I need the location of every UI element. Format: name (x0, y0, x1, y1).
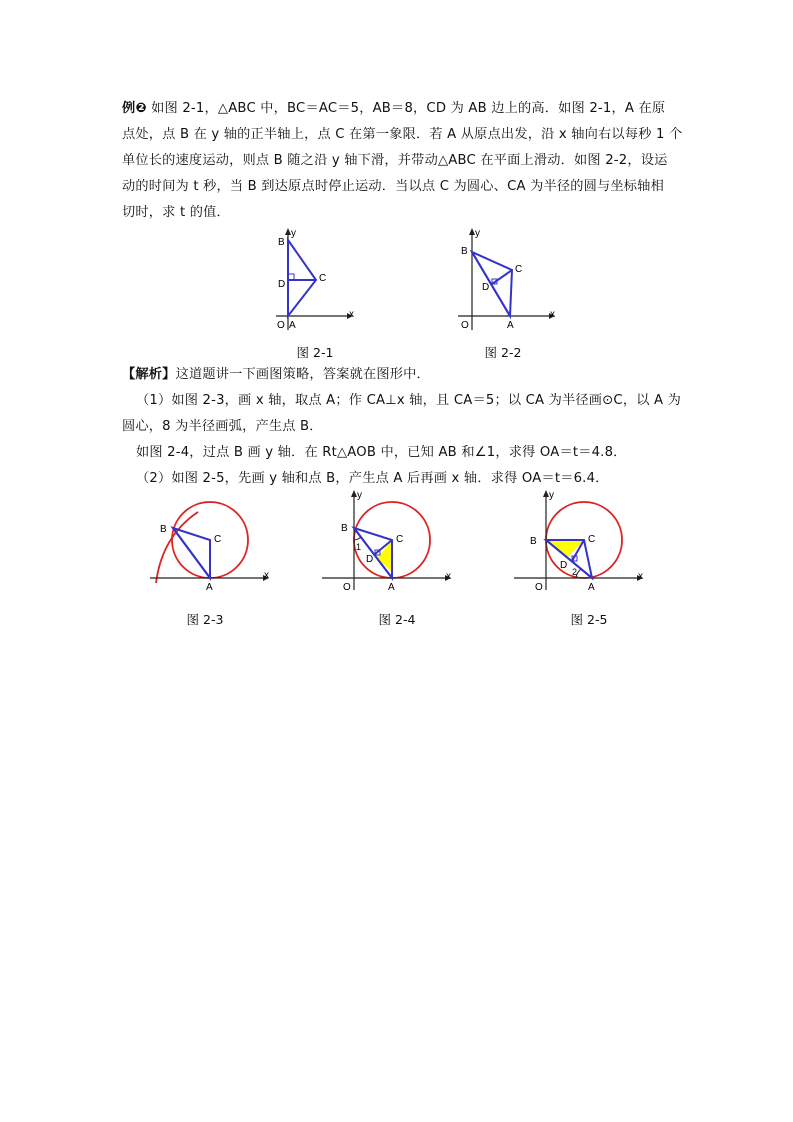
label-y: y (475, 228, 480, 239)
problem-tag: 例❷ (122, 101, 147, 116)
figure-2-4 (320, 488, 460, 594)
caption-2-1: 图 2-1 (296, 345, 334, 360)
caption-2-3: 图 2-3 (186, 612, 224, 627)
step1-line-1: （1）如图 2-3，画 x 轴，取点 A；作 CA⊥x 轴，且 CA＝5；以 CA 为半径画⊙C，以 A 为 (136, 393, 682, 408)
label-d: D (560, 560, 568, 571)
altitude-cd (492, 270, 512, 284)
label-d: D (366, 554, 374, 565)
label-b: B (160, 524, 167, 535)
label-angle-1: 1 (356, 542, 362, 552)
problem-line-4: 动的时间为 t 秒，当 B 到达原点时停止运动．当以点 C 为圆心、CA 为半径的圆与坐标轴相 (122, 179, 664, 194)
analysis-intro-line (122, 362, 682, 388)
problem-text-1: 如图 2-1，△ABC 中，BC＝AC＝5，AB＝8，CD 为 AB 边上的高．如图 2-1，A 在原 (151, 101, 666, 116)
label-o: O (277, 320, 285, 331)
label-a: A (588, 582, 595, 593)
label-b: B (461, 246, 468, 257)
figure-2-3 (148, 498, 278, 590)
label-x: x (638, 571, 643, 582)
label-a: A (388, 582, 395, 593)
label-c: C (396, 534, 404, 545)
problem-line-5: 切时，求 t 的值． (122, 205, 230, 220)
figure-2-5 (512, 488, 652, 594)
label-o: O (343, 582, 351, 593)
figure-2-1 (270, 226, 360, 338)
triangle-abc (288, 240, 316, 316)
label-b: B (278, 237, 285, 248)
analysis-intro: 这道题讲一下画图策略，答案就在图形中． (175, 367, 430, 382)
label-x: x (264, 570, 269, 581)
angle-1-arc (354, 537, 361, 540)
problem-line-2: 点处，点 B 在 y 轴的正半轴上，点 C 在第一象限．若 A 从原点出发，沿 x 轴向右以每秒 1 个 (122, 127, 683, 142)
caption-2-2: 图 2-2 (484, 345, 522, 360)
step1-line-2: 圆心，8 为半径画弧，产生点 B． (122, 419, 323, 434)
side-ab (173, 528, 210, 578)
label-y: y (291, 228, 296, 239)
label-c: C (515, 264, 523, 275)
label-y: y (357, 490, 362, 501)
label-o: O (535, 582, 543, 593)
label-x: x (349, 309, 354, 320)
label-c: C (588, 534, 596, 545)
caption-2-5: 图 2-5 (570, 612, 608, 627)
analysis-tag: 【解析】 (122, 367, 176, 382)
label-b: B (530, 536, 537, 547)
figure-2-2 (452, 226, 562, 338)
label-d: D (482, 282, 490, 293)
label-o: O (461, 320, 469, 331)
label-y: y (549, 490, 554, 501)
problem-line-1 (122, 96, 682, 122)
label-a: A (289, 320, 296, 331)
label-x: x (446, 571, 451, 582)
label-angle-2: 2 (572, 567, 578, 577)
label-b: B (341, 523, 348, 534)
label-c: C (214, 534, 222, 545)
label-a: A (206, 582, 213, 590)
label-a: A (507, 320, 514, 331)
step1-line-3: 如图 2-4，过点 B 画 y 轴．在 Rt△AOB 中，已知 AB 和∠1，求得 OA＝t＝4.8． (136, 445, 627, 460)
step2-line: （2）如图 2-5，先画 y 轴和点 B，产生点 A 后再画 x 轴．求得 OA＝t＝6.4． (136, 471, 609, 486)
label-x: x (550, 309, 555, 320)
label-d: D (278, 279, 286, 290)
problem-line-3: 单位长的速度运动，则点 B 随之沿 y 轴下滑，并带动△ABC 在平面上滑动．如图 2-2，设运 (122, 153, 668, 168)
caption-2-4: 图 2-4 (378, 612, 416, 627)
label-c: C (319, 273, 327, 284)
